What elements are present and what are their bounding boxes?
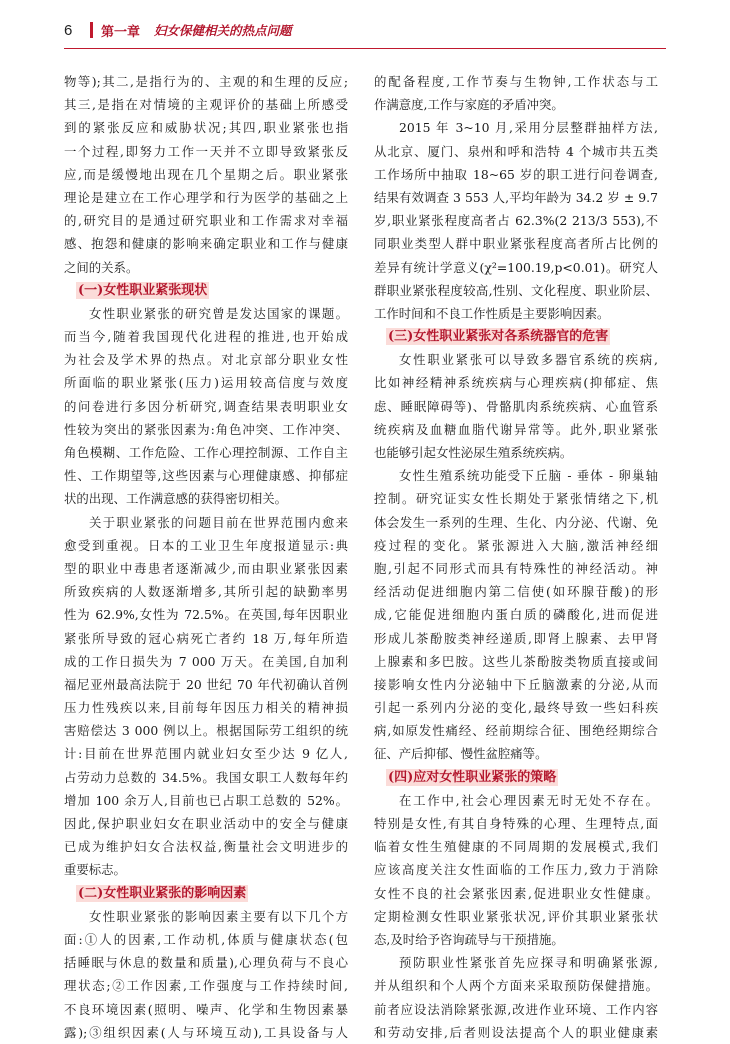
text-line: 角色模糊、工作危险、工作心理控制源、工作自主 [64,445,348,460]
text-line: 的,研究目的是通过研究职业和工作需求对幸福 [64,213,348,229]
text-line: 括睡眠与休息的数量和质量),心理负荷与不良心 [64,955,348,971]
running-header [64,18,664,42]
paragraph [374,116,658,325]
text-line: 女性职业紧张的影响因素主要有以下几个方 [89,908,348,924]
text-line: 胞,引起不同形式而具有特殊性的神经活动。神 [374,560,658,576]
paragraph [374,464,658,765]
text-line: 从北京、厦门、泉州和呼和浩特 4 个城市共五类 [374,143,658,159]
page-number: 6 [64,21,73,39]
text-line: 理状态;②工作因素,工作强度与工作持续时间, [64,978,348,994]
text-line: 的配备程度,工作节奏与生物钟,工作状态与工 [374,74,658,89]
section-heading [64,882,348,905]
text-line: 差异有统计学意义(χ²=100.19,p<0.01)。研究人 [374,259,658,275]
text-line: 其三,是指在对情境的主观评价的基础上所感受 [64,97,348,113]
text-line: 害赔偿达 3 000 例以上。根据国际劳工组织的统 [64,723,348,739]
text-line: 性较为突出的紧张因素为:角色冲突、工作冲突、 [64,421,348,437]
text-line: 接影响女性内分泌轴中下丘脑激素的分泌,从而 [374,676,658,692]
text-line: 而当今,随着我国现代化进程的推进,也开始成 [64,329,348,345]
text-line: 性、工作期望等,这些因素与心理健康感、抑郁症 [64,468,348,484]
text-line: 应,而是缓慢地出现在几个星期之后。职业紧张 [64,166,348,182]
text-line: 比如神经精神系统疾病与心理疾病(抑郁症、焦 [374,375,658,391]
text-line: 女性生殖系统功能受下丘脑 - 垂体 - 卵巢轴 [399,468,658,484]
text-line: 并从组织和个人两个方面来采取预防保健措施。 [374,978,658,994]
text-line: 的问卷进行多因分析研究,调查结果表明职业女 [64,398,348,414]
left-column [64,70,348,1044]
paragraph [64,905,348,1044]
text-line: 物等);其二,是指行为的、主观的和生理的反应; [64,74,348,89]
header-rule [64,48,666,49]
text-line: 经活动促进细胞内第二信使(如环腺苷酸)的形 [374,584,658,600]
section-heading-text: (四)应对女性职业紧张的策略 [388,769,557,785]
text-line: 控制。研究证实女性长期处于紧张情绪之下,机 [374,491,658,507]
text-line: 态,及时给予咨询疏导与干预措施。 [374,931,564,947]
text-line: 工作时间和不良工作性质是主要影响因素。 [374,305,610,321]
text-line: 疫过程的变化。紧张源进入大脑,激活神经细 [374,537,658,553]
text-line: 占劳动力总数的 34.5%。我国女职工人数每年约 [64,769,348,785]
text-line: 统疾病及血糖血脂代谢异常等。此外,职业紧张 [374,421,658,437]
text-line: 女性职业紧张可以导致多器官系统的疾病, [399,352,658,368]
text-line: 所致疾病的人数逐渐增多,其所引起的缺勤率男 [64,584,348,600]
right-column [374,70,658,1044]
paragraph [64,302,348,511]
text-line: 已成为维护妇女合法权益,衡量社会文明进步的 [64,839,348,855]
text-line: 女性职业紧张的研究曾是发达国家的课题。 [89,305,348,321]
chapter-label: 第一章 [101,24,141,40]
text-line: 工作场所中抽取 18~65 岁的职工进行问卷调查, [374,166,658,182]
section-heading [374,766,658,789]
text-line: 因此,保护职业妇女在职业活动中的安全与健康 [64,816,348,831]
text-line: 不良环境因素(照明、噪声、化学和生物因素暴 [64,1001,348,1017]
paragraph [374,951,658,1044]
chapter-title: 妇女保健相关的热点问题 [154,23,292,38]
text-line: 定期检测女性职业紧张状况,评价其职业紧张状 [374,908,658,924]
text-line: 也能够引起女性泌尿生殖系统疾病。 [374,445,573,460]
section-heading [64,279,348,302]
text-line: 上腺素和多巴胺。这些儿茶酚胺类物质直接或间 [374,653,658,669]
text-line: 紧张所导致的冠心病死亡者约 18 万,每年所造 [64,630,348,646]
text-line: 群职业紧张程度较高,性别、文化程度、职业阶层、 [374,282,658,298]
text-line: 征、产后抑郁、慢性盆腔痛等。 [374,746,548,762]
text-line: 体会发生一系列的生理、生化、内分泌、代谢、免 [374,514,658,530]
text-line: 女性不良的社会紧张因素,促进职业女性健康。 [374,885,658,901]
text-line: 增加 100 余万人,目前也已占职工总数的 52%。 [64,792,348,808]
section-heading-text: (二)女性职业紧张的影响因素 [78,885,247,901]
text-line: 应该高度关注女性面临的工作压力,致力于消除 [374,862,658,878]
header-divider-bar [90,22,93,38]
text-line: 型的职业中毒患者逐渐减少,而由职业紧张因素 [64,560,348,576]
section-heading-text: (三)女性职业紧张对各系统器官的危害 [388,329,609,345]
text-line: 虑、睡眠障碍等)、骨骼肌肉系统疾病、心血管系 [374,398,658,414]
text-line: 为社会及学术界的热点。对北京部分职业女性 [64,352,348,368]
paragraph [64,511,348,882]
text-line: 露);③组织因素(人与环境互动),工具设备与人 [64,1024,348,1040]
paragraph [374,348,658,464]
text-line: 前者应设法消除紧张源,改进作业环境、工作内容 [374,1001,658,1017]
paragraph [64,70,348,279]
text-line: 形成儿茶酚胺类神经递质,即肾上腺素、去甲肾 [374,630,658,646]
text-line: 状的出现、工作满意感的获得密切相关。 [64,491,288,507]
text-line: 成的工作日损失为 7 000 万天。在美国,自加利 [64,653,348,669]
text-line: 面:①人的因素,工作动机,体质与健康状态(包 [64,931,348,947]
text-line: 压力性残疾以来,目前每年因压力相关的精神损 [64,700,348,716]
text-line: 岁,职业紧张程度高者占 62.3%(2 213/3 553),不 [374,213,658,229]
text-line: 结果有效调查 3 553 人,平均年龄为 34.2 岁 ± 9.7 [374,189,658,205]
text-line: 成,它能促进细胞内蛋白质的磷酸化,进而促进 [374,607,658,623]
text-line: 理论是建立在工作心理学和行为医学的基础之上 [64,189,348,205]
text-line: 临着女性生殖健康的不同周期的发展模式,我们 [374,839,658,855]
text-line: 2015 年 3~10 月,采用分层整群抽样方法, [399,120,658,136]
text-line: 所面临的职业紧张(压力)运用较高信度与效度 [64,375,348,391]
text-line: 福尼亚州最高法院于 20 世纪 70 年代初确认首例 [64,676,348,692]
text-line: 到的紧张反应和威胁状况;其四,职业紧张也指 [64,120,348,136]
text-line: 作满意度,工作与家庭的矛盾冲突。 [374,97,564,113]
text-line: 引起一系列内分泌的变化,最终导致一些妇科疾 [374,700,658,716]
text-line: 之间的关系。 [64,259,139,275]
text-line: 一个过程,即努力工作一天并不立即导致紧张反 [64,143,348,159]
text-line: 在工作中,社会心理因素无时无处不存在。 [399,792,658,808]
paragraph [374,70,658,116]
text-line: 预防职业性紧张首先应探寻和明确紧张源, [399,955,658,971]
section-heading [374,325,658,348]
text-line: 愈受到重视。日本的工业卫生年度报道显示:典 [64,537,348,553]
text-line: 特别是女性,有其自身特殊的心理、生理特点,面 [374,816,658,831]
text-line: 性为 62.9%,女性为 72.5%。在英国,每年因职业 [64,607,348,623]
text-line: 计:目前在世界范围内就业妇女至少达 9 亿人, [64,746,348,762]
text-line: 病,如原发性痛经、经前期综合征、围绝经期综合 [374,723,658,739]
section-heading-text: (一)女性职业紧张现状 [78,282,208,298]
text-line: 重要标志。 [64,862,126,878]
paragraph [374,789,658,951]
text-line: 关于职业紧张的问题目前在世界范围内愈来 [89,514,348,530]
text-line: 感、抱怨和健康的影响来确定职业和工作与健康 [64,236,348,252]
text-line: 和劳动安排,后者则设法提高个人的职业健康素 [374,1024,658,1040]
text-line: 同职业类型人群中职业紧张程度高者所占比例的 [374,236,658,252]
